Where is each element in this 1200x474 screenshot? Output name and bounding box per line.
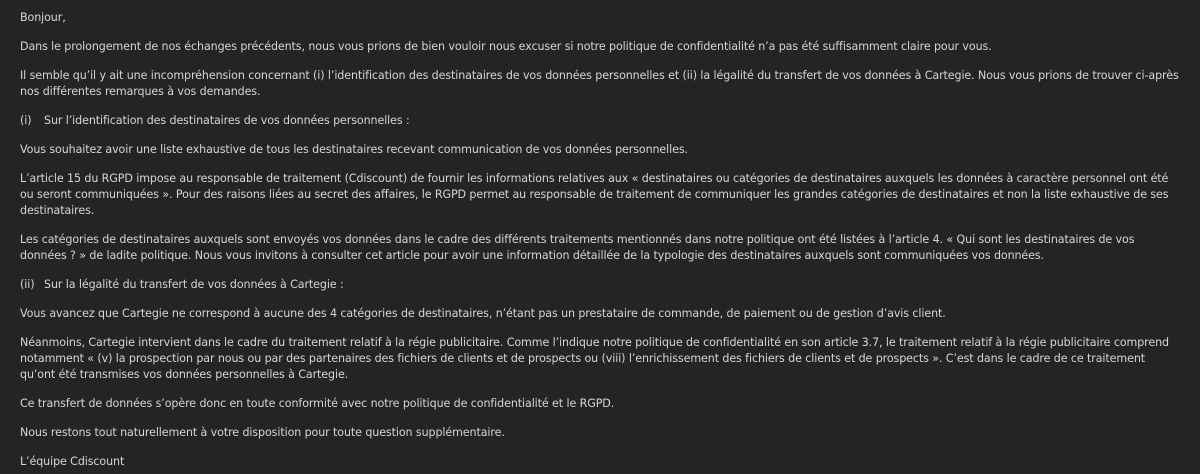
section-heading-1 xyxy=(20,113,1182,129)
section-heading-2 xyxy=(20,277,1182,293)
paragraph-closing: Nous restons tout naturellement à votre disposition pour toute question supplémentaire. xyxy=(20,426,505,439)
paragraph-cartegie-response: Néanmoins, Cartegie intervient dans le cadre du traitement relatif à la régie publicitaire. Comme l’indique notre politique de confidentialité en son article 3.7, le traitement relatif à la régie publicitaire comprend notamment « (v) la prospection par nous ou par des partenaires des fichiers de clients et de prospects ou (viii) l’enrichissement des fichiers de clients et de prospects ». C’est dans le cadre de ce traitement qu’ont été transmises vos données personnelles à Cartegie. xyxy=(20,336,1169,381)
section-number-1: (i) xyxy=(20,114,32,127)
paragraph-article-15: L’article 15 du RGPD impose au responsable de traitement (Cdiscount) de fournir les informations relatives aux « destinataires ou catégories de destinataires auxquels les données à caractère personnel ont été ou seront communiquées ». Pour des raisons liées au secret des affaires, le RGPD permet au responsable de traitement de communiquer les grandes catégories de destinataires et non la liste exhaustive de ses destinataires. xyxy=(20,172,1169,217)
paragraph-categories: Les catégories de destinataires auxquels sont envoyés vos données dans le cadre des différents traitements mentionnés dans notre politique ont été listées à l’article 4. « Qui sont les destinataires de vos données ? » de ladite politique. Nous vous invitons à consulter cet article pour avoir une information détaillée de la typologie des destinataires auxquels sont communiquées vos données. xyxy=(20,233,1135,262)
paragraph-context: Il semble qu’il y ait une incompréhension concernant (i) l’identification des destinataires de vos données personnelles et (ii) la légalité du transfert de vos données à Cartegie. Nous vous prions de trouver ci-après nos différentes remarques à vos demandes. xyxy=(20,69,1179,98)
greeting: Bonjour, xyxy=(20,11,66,24)
paragraph-intro: Dans le prolongement de nos échanges précédents, nous vous prions de bien vouloir nous excuser si notre politique de confidentialité n’a pas été suffisamment claire pour vous. xyxy=(20,40,992,53)
section-title-1: Sur l’identification des destinataires de vos données personnelles : xyxy=(44,114,410,127)
paragraph-cartegie-claim: Vous avancez que Cartegie ne correspond à aucune des 4 catégories de destinataires, n’étant pas un prestataire de commande, de paiement ou de gestion d’avis client. xyxy=(20,307,946,320)
section-number-2: (ii) xyxy=(20,278,35,291)
paragraph-conformity: Ce transfert de données s’opère donc en toute conformité avec notre politique de confidentialité et le RGPD. xyxy=(20,397,615,410)
signature: L’équipe Cdiscount xyxy=(20,455,125,468)
section-title-2: Sur la légalité du transfert de vos données à Cartegie : xyxy=(44,278,344,291)
paragraph-request: Vous souhaitez avoir une liste exhaustive de tous les destinataires recevant communication de vos données personnelles. xyxy=(20,143,688,156)
